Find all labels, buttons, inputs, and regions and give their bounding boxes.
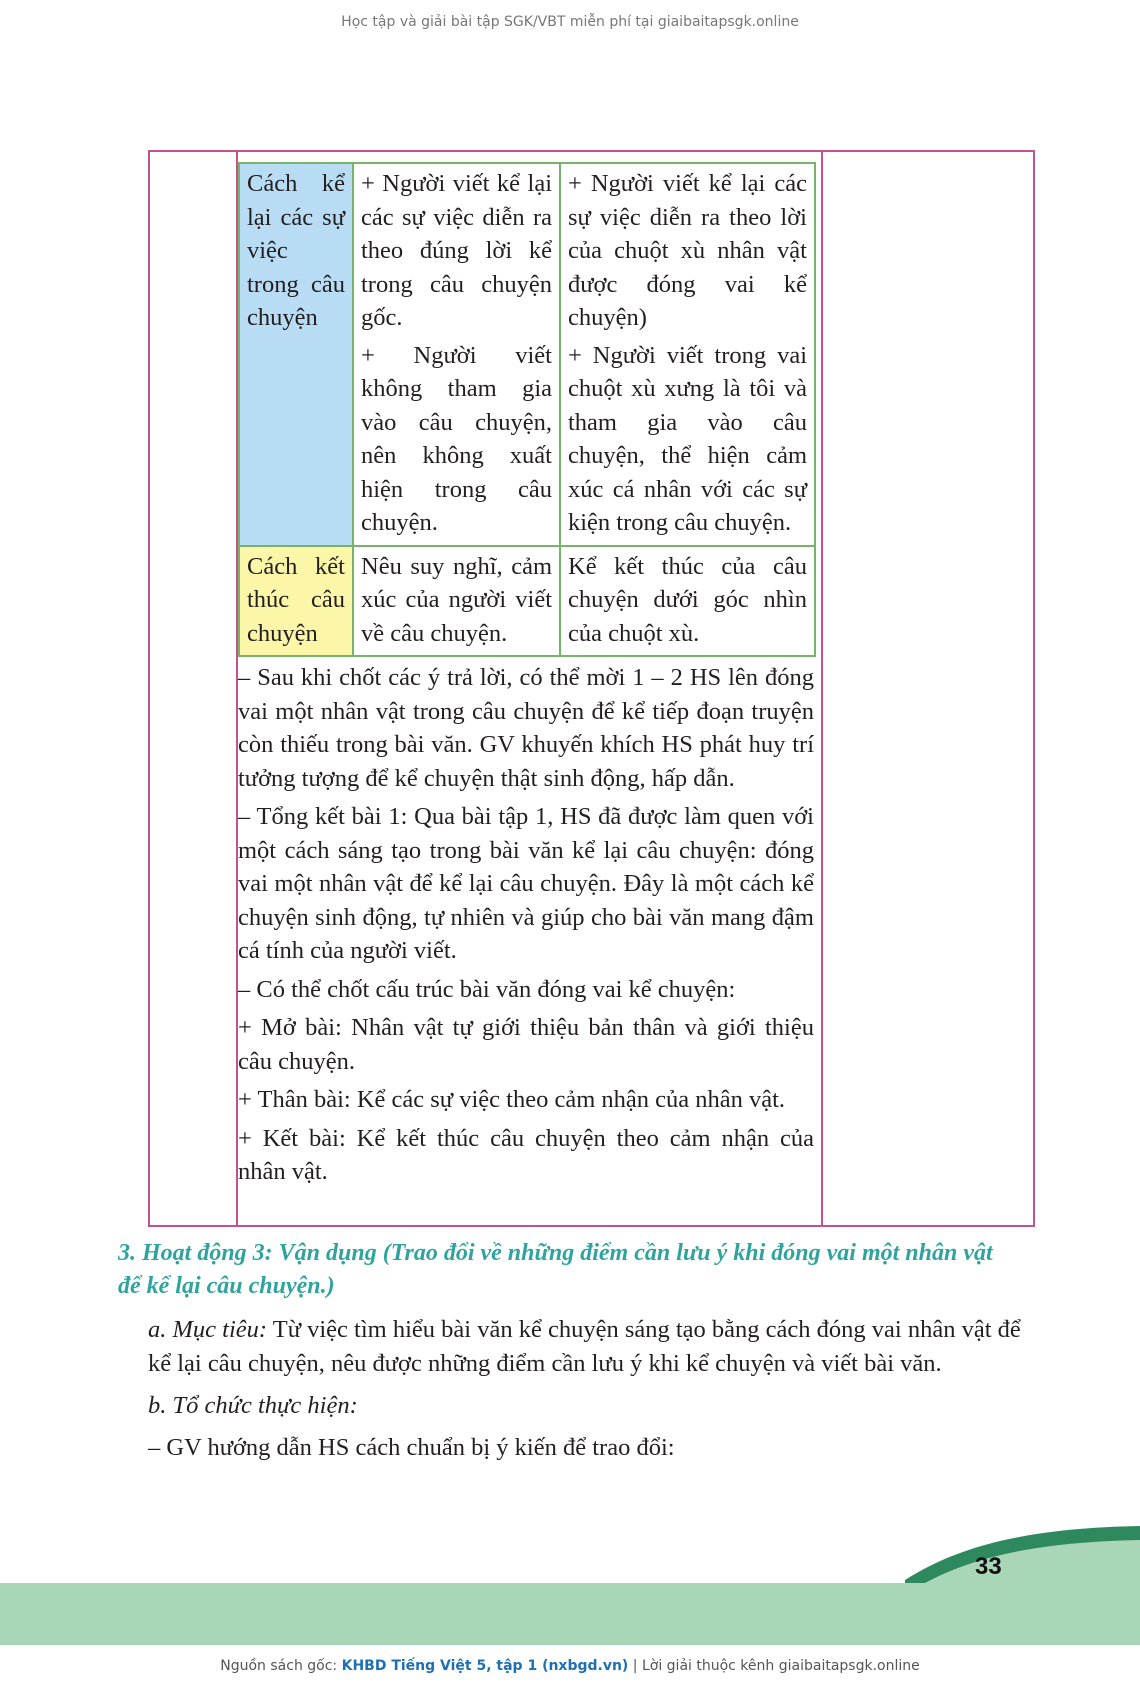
frame-divider-right	[821, 152, 823, 1225]
comparison-table	[238, 162, 816, 657]
paragraph: + Kết bài: Kể kết thúc câu chuyện theo cảm nhận của nhân vật.	[238, 1124, 814, 1185]
section-body	[148, 1313, 1035, 1473]
cell-text: + Người viết không tham gia vào câu chuyện, nên không xuất hiện trong câu chuyện.	[361, 341, 552, 536]
table-cell	[560, 163, 815, 546]
site-banner: Học tập và giải bài tập SGK/VBT miễn phí tại giaibaitapsgk.online	[341, 14, 799, 30]
paragraph: – Có thể chốt cấu trúc bài văn đóng vai kể chuyện:	[238, 975, 736, 1003]
paragraph: + Thân bài: Kể các sự việc theo cảm nhận của nhân vật.	[238, 1086, 786, 1113]
objective-paragraph	[148, 1313, 1035, 1381]
row-label-cell: Cách kết thúc câu chuyện	[239, 546, 353, 657]
table-row	[239, 163, 815, 546]
row-label-cell: Cách kể lại các sự việc trong câu chuyện	[239, 163, 353, 546]
footer-source-link[interactable]: KHBD Tiếng Việt 5, tập 1 (nxbgd.vn)	[341, 1658, 629, 1674]
table-cell	[560, 546, 815, 657]
cell-text: + Người viết kể lại các sự việc diễn ra theo đúng lời kể trong câu chuyện gốc.	[361, 170, 552, 331]
page-swoosh-decoration	[0, 1520, 1140, 1590]
lesson-content	[238, 162, 814, 1189]
table-row	[239, 546, 815, 657]
objective-label: a. Mục tiêu:	[148, 1316, 268, 1343]
cell-text: Nêu suy nghĩ, cảm xúc của người viết về câu chuyện.	[361, 552, 552, 647]
table-cell	[353, 546, 560, 657]
page-number: 33	[975, 1553, 1002, 1580]
source-footer	[0, 1658, 1140, 1674]
instruction-text: – GV hướng dẫn HS cách chuẩn bị ý kiến để trao đổi:	[148, 1434, 675, 1461]
table-cell	[353, 163, 560, 546]
paragraph: – Sau khi chốt các ý trả lời, có thể mời 1 – 2 HS lên đóng vai một nhân vật trong câu chuyện để kể tiếp đoạn truyện còn thiếu trong bài văn. GV khuyến khích HS phát huy trí tưởng tượng để kể chuyện thật sinh động, hấp dẫn.	[238, 664, 814, 792]
section-heading: 3. Hoạt động 3: Vận dụng (Trao đổi về những điểm cần lưu ý khi đóng vai một nhân vật để kể lại câu chuyện.)	[118, 1240, 993, 1299]
footer-suffix: | Lời giải thuộc kênh giaibaitapsgk.online	[628, 1658, 920, 1674]
paragraph: – Tổng kết bài 1: Qua bài tập 1, HS đã được làm quen với một cách sáng tạo trong bài văn kể lại câu chuyện: đóng vai một nhân vật để kể lại câu chuyện. Đây là một cách kể chuyện sinh động, tự nhiên và giúp cho bài văn mang đậm cá tính của người viết.	[238, 803, 814, 964]
cell-text: Kể kết thúc của câu chuyện dưới góc nhìn của chuột xù.	[568, 552, 807, 647]
cell-text: + Người viết kể lại các sự việc diễn ra theo lời của chuột xù nhân vật được đóng vai kể chuyện)	[568, 170, 807, 331]
footer-prefix: Nguồn sách gốc:	[220, 1658, 342, 1674]
paragraph: + Mở bài: Nhân vật tự giới thiệu bản thân và giới thiệu câu chuyện.	[238, 1014, 814, 1075]
footer-band	[0, 1583, 1140, 1645]
cell-text: + Người viết trong vai chuột xù xưng là tôi và tham gia vào câu chuyện, thể hiện cảm xúc cá nhân với các sự kiện trong câu chuyện.	[568, 341, 807, 536]
objective-text: Từ việc tìm hiểu bài văn kể chuyện sáng tạo bằng cách đóng vai nhân vật để kể lại câu chuyện, nêu được những điểm cần lưu ý khi kể chuyện và viết bài văn.	[148, 1316, 1021, 1377]
organize-label: b. Tổ chức thực hiện:	[148, 1392, 358, 1419]
